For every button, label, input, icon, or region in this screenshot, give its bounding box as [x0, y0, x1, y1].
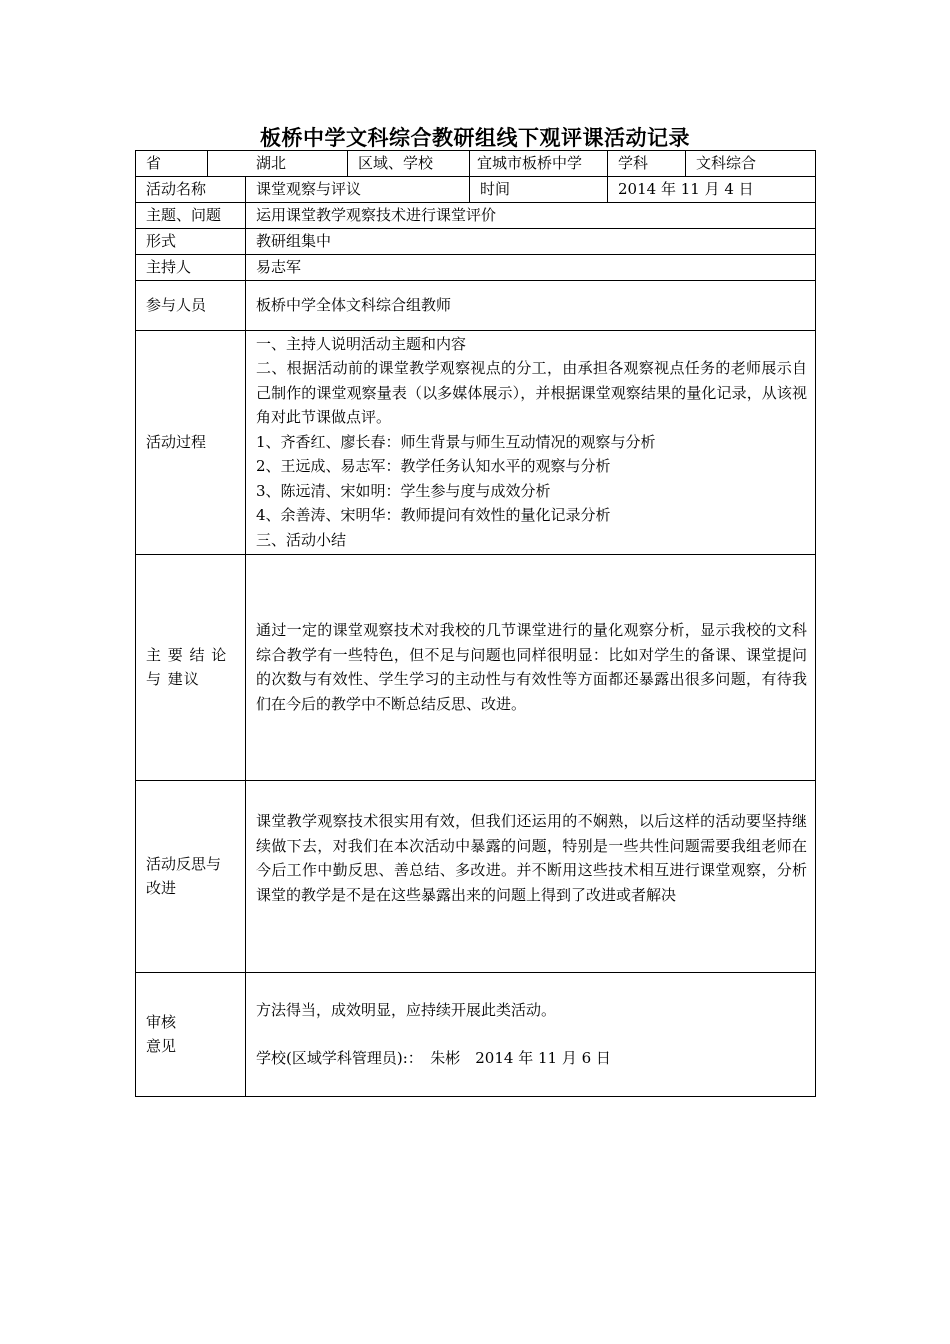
form-label: 形式: [136, 228, 246, 254]
subject-label: 学科: [608, 151, 686, 177]
region-label: 区域、学校: [348, 151, 470, 177]
host-value: 易志军: [246, 254, 816, 280]
topic-value: 运用课堂教学观察技术进行课堂评价: [246, 202, 816, 228]
form-value: 教研组集中: [246, 228, 816, 254]
process-line: 一、主持人说明活动主题和内容: [256, 334, 467, 353]
row-topic: [136, 202, 816, 228]
reflection-value: 课堂教学观察技术很实用有效，但我们还运用的不娴熟，以后这样的活动要坚持继续做下去，对我们在本次活动中暴露的问题，特别是一些共性问题需要我组老师在今后工作中勤反思、善总结、多改进。并不断用这些技术相互进行课堂观察，分析课堂的教学是不是在这些暴露出来的问题上得到了改进或者解决: [246, 780, 816, 972]
process-line: 三、活动小结: [256, 530, 347, 549]
conclusion-label: 主 要 结 论 与 建议: [136, 554, 246, 780]
activity-name-label: 活动名称: [136, 176, 246, 202]
activity-record-table: [135, 150, 816, 1097]
review-content: [246, 972, 816, 1096]
row-process: [136, 330, 816, 554]
row-conclusion: [136, 554, 816, 780]
province-label: 省: [136, 151, 208, 177]
row-participants: [136, 280, 816, 330]
review-label-line: 审核: [146, 1012, 177, 1031]
process-line: 4、余善涛、宋明华：教师提问有效性的量化记录分析: [256, 506, 611, 525]
time-value: 2014 年 11 月 4 日: [608, 176, 816, 202]
province-value: 湖北: [208, 151, 348, 177]
process-label: 活动过程: [136, 330, 246, 554]
reflection-label: 活动反思与改进: [136, 780, 246, 972]
process-line: 1、齐香红、廖长春：师生背景与师生互动情况的观察与分析: [256, 432, 656, 451]
process-line: 二、根据活动前的课堂教学观察视点的分工，由承担各观察视点任务的老师展示自己制作的课堂观察量表（以多媒体展示），并根据课堂观察结果的量化记录，从该视角对此节课做点评。: [256, 359, 808, 427]
topic-label: 主题、问题: [136, 202, 246, 228]
row-reflection: [136, 780, 816, 972]
host-label: 主持人: [136, 254, 246, 280]
participants-label: 参与人员: [136, 280, 246, 330]
activity-name-value: 课堂观察与评议: [246, 176, 470, 202]
document-title: 板桥中学文科综合教研组线下观评课活动记录: [260, 126, 690, 150]
review-signature: 学校(区域学科管理员):： 朱彬 2014 年 11 月 6 日: [256, 1049, 611, 1067]
row-host: [136, 254, 816, 280]
row-form: [136, 228, 816, 254]
row-review: [136, 972, 816, 1096]
region-value: 宜城市板桥中学: [470, 151, 608, 177]
time-label: 时间: [470, 176, 608, 202]
review-opinion: 方法得当，成效明显，应持续开展此类活动。: [256, 1000, 557, 1019]
subject-value: 文科综合: [686, 151, 816, 177]
process-content: [246, 330, 816, 554]
process-line: 2、王远成、易志军：教学任务认知水平的观察与分析: [256, 457, 611, 476]
review-label: [136, 972, 246, 1096]
row-activity-name: [136, 176, 816, 202]
participants-value: 板桥中学全体文科综合组教师: [246, 280, 816, 330]
conclusion-value: 通过一定的课堂观察技术对我校的几节课堂进行的量化观察分析，显示我校的文科综合教学有一些特色，但不足与问题也同样很明显：比如对学生的备课、课堂提问的次数与有效性、学生学习的主动性与有效性等方面都还暴露出很多问题，有待我们在今后的教学中不断总结反思、改进。: [246, 554, 816, 780]
review-label-line: 意见: [146, 1037, 177, 1055]
process-line: 3、陈远清、宋如明：学生参与度与成效分析: [256, 481, 551, 500]
row-province: [136, 151, 816, 177]
